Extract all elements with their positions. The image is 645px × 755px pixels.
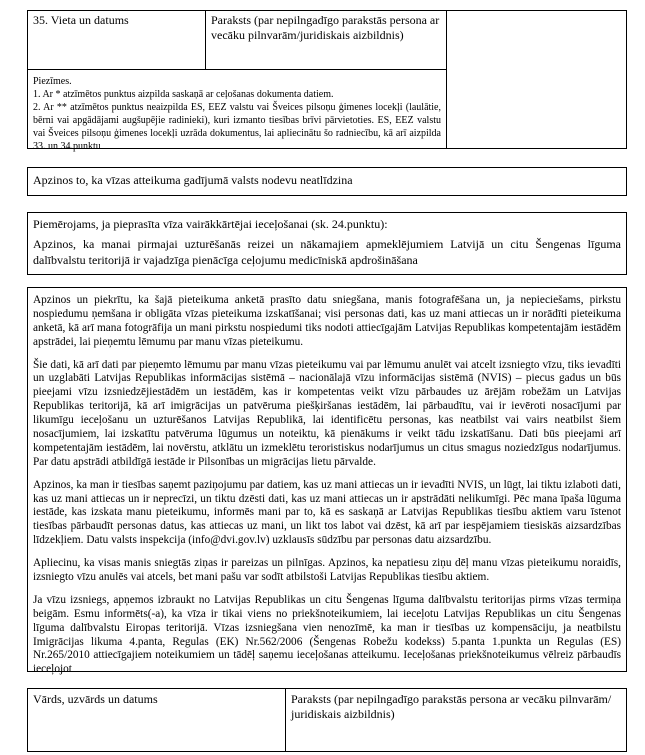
- insurance-condition: Piemērojams, ja pieprasīta vīza vairākkārtējai ieceļošanai (sk. 24.punktu):: [33, 217, 388, 231]
- signature-field[interactable]: [447, 11, 626, 148]
- notes-block: [33, 75, 441, 153]
- note-2: 2. Ar ** atzīmētos punktus neaizpilda ES, EEZ valstu vai Šveices pilsoņu ģimenes locekļi (laulātie, bērni vai apgādājami augšupējie radinieki), kuri izmanto tiesības brīvi pārvietoties. ES, EEZ valstu vai Šveices pilsoņu ģimenes locekļi uzrāda dokumentus, lai apliecinātu šo radniecību, kā arī aizpilda 33. un 34.punktu: [33, 102, 441, 152]
- top-table-col-divider-1: [205, 10, 206, 69]
- note-1: 1. Ar * atzīmētos punktus aizpilda saskaņā ar ceļošanas dokumenta datiem.: [33, 89, 334, 100]
- insurance-statement: Apzinos, ka manai pirmajai uzturēšanās reizei un nākamajiem apmeklējumiem Latvijā un citu Šengenas līguma dalībvalstu teritorijā ir vajadzīga pienācīga ceļojumu medicīniskā apdrošināšana: [33, 237, 621, 267]
- fee-notice-text: Apzinos to, ka vīzas atteikuma gadījumā valsts nodevu neatlīdzina: [33, 173, 353, 187]
- notes-title: Piezīmes.: [33, 76, 72, 87]
- consent-paragraph-5: Ja vīzu izsniegs, apņemos izbraukt no Latvijas Republikas un citu Šengenas līguma dalībvalstu teritorijas pirms vīzas termiņa beigām. Esmu informēts(-a), ka vīza ir tikai viens no priekšnoteikumiem, lai ieceļotu Latvijas Republikas un citu Šengenas līguma dalībvalstu Eiropas teritorijā. Vīzas izsniegšana vien nenozīmē, ka man ir tiesības uz kompensāciju, ja neatbilstu Imigrācijas likuma 4.panta, Regulas (EK) Nr.562/2006 (Šengenas Robežu kodekss) 5.panta 1.punkta un Regulas (ES) Nr.265/2010 attiecīgajiem noteikumiem un tādēļ saņemu ieceļošanas atteikumu. Ieceļošanas priekšnoteikumus vēlreiz pārbaudīs ieceļojot: [33, 593, 621, 676]
- consent-paragraph-4: Apliecinu, ka visas manis sniegtās ziņas ir pareizas un pilnīgas. Apzinos, ka nepatiesu ziņu dēļ manu vīzas pieteikumu noraidīs, izsniegto vīzu anulēs vai atcels, bet mani pašu var sodīt atbilstoši Latvijas Republikas tiesību aktiem.: [33, 557, 621, 584]
- name-date-field[interactable]: [28, 712, 284, 751]
- consent-paragraph-2: Šie dati, kā arī dati par pieņemto lēmumu par manu vīzas pieteikumu vai par lēmumu anulēt vai atcelt izsniegto vīzu, tiks ievadīti un uzglabāti Latvijas Republikas informācijas sistēmā – nacionālajā vīzu informācijas sistēmā (NVIS) – piecus gadus un būs pieejami vīzu izsniedzējiestādēm un iestādēm, kas ir kompetentas veikt vīzu pārbaudes uz ārējām robežām un Latvijas Republikas teritorijā, kā arī imigrācijas un patvēruma piešķiršanas iestādēm, lai pārbaudītu, vai ir ievēroti nosacījumi par likumīgu ieceļošanu un uzturēšanos Latvijas Republikā, lai identificētu personas, kas neatbilst vai vairs neatbilst šiem nosacījumiem, lai izskatītu patvēruma lūgumus un noteiktu, kā pienākums ir veikt tādu izskatīšanu. Dati būs pieejami arī kompetentajām iestādēm, lai novērstu, atklātu un izmeklētu teroristiskus nodarījumus un citus smagus noziedzīgus nodarījumus. Par datu apstrādi atbildīgā iestāde ir Pilsonības un migrācijas lietu pārvalde.: [33, 358, 621, 468]
- bottom-signature-field[interactable]: [286, 724, 626, 751]
- name-date-label: Vārds, uzvārds un datums: [33, 692, 158, 706]
- bottom-signature-label: Paraksts (par nepilngadīgo parakstās persona ar vecāku pilnvarām/ juridiskais aizbildnis): [291, 692, 612, 721]
- top-table-divider: [27, 69, 446, 70]
- consent-paragraph-3: Apzinos, ka man ir tiesības saņemt paziņojumu par datiem, kas uz mani attiecas un ir ievadīti NVIS, un lūgt, lai tiktu izlaboti dati, kas uz mani attiecas un ir neprecīzi, un tiktu dzēsti dati, kas uz mani attiecas un ir apstrādāti nelikumīgi. Pēc mana īpaša lūguma iestāde, kas izskata manu pieteikumu, informēs mani par to, kā es saskaņā ar Latvijas Republikas tiesību aktiem varu īstenot tiesības pārbaudīt personas datus, kas attiecas uz mani, un likt tos labot vai dzēst, kā arī par iespējamiem tiesiskās aizsardzības līdzekļiem. Datu valsts inspekcija (info@dvi.gov.lv) uzklausīs sūdzību par personas datu aizsardzību.: [33, 478, 621, 547]
- consent-paragraph-1: Apzinos un piekrītu, ka šajā pieteikuma anketā prasīto datu sniegšana, manis fotografēšana un, ja nepieciešams, pirkstu nospiedumu ņemšana ir obligāta vīzas pieteikuma izskatīšanai; visi personas dati, kas uz mani attiecas un ir norādīti pieteikuma anketā, kā arī mana fotogrāfija un mani pirkstu nospiedumi tiks nodoti attiecīgajām Latvijas Republikas kompetentajām iestādēm apstrādei, lai pieņemtu lēmumu par manu vīzas pieteikumu.: [33, 294, 621, 348]
- consent-text: [33, 294, 621, 677]
- signature-label: Paraksts (par nepilngadīgo parakstās persona ar vecāku pilnvarām/juridiskais aizbildnis): [211, 13, 440, 42]
- place-date-label: 35. Vieta un datums: [33, 13, 129, 27]
